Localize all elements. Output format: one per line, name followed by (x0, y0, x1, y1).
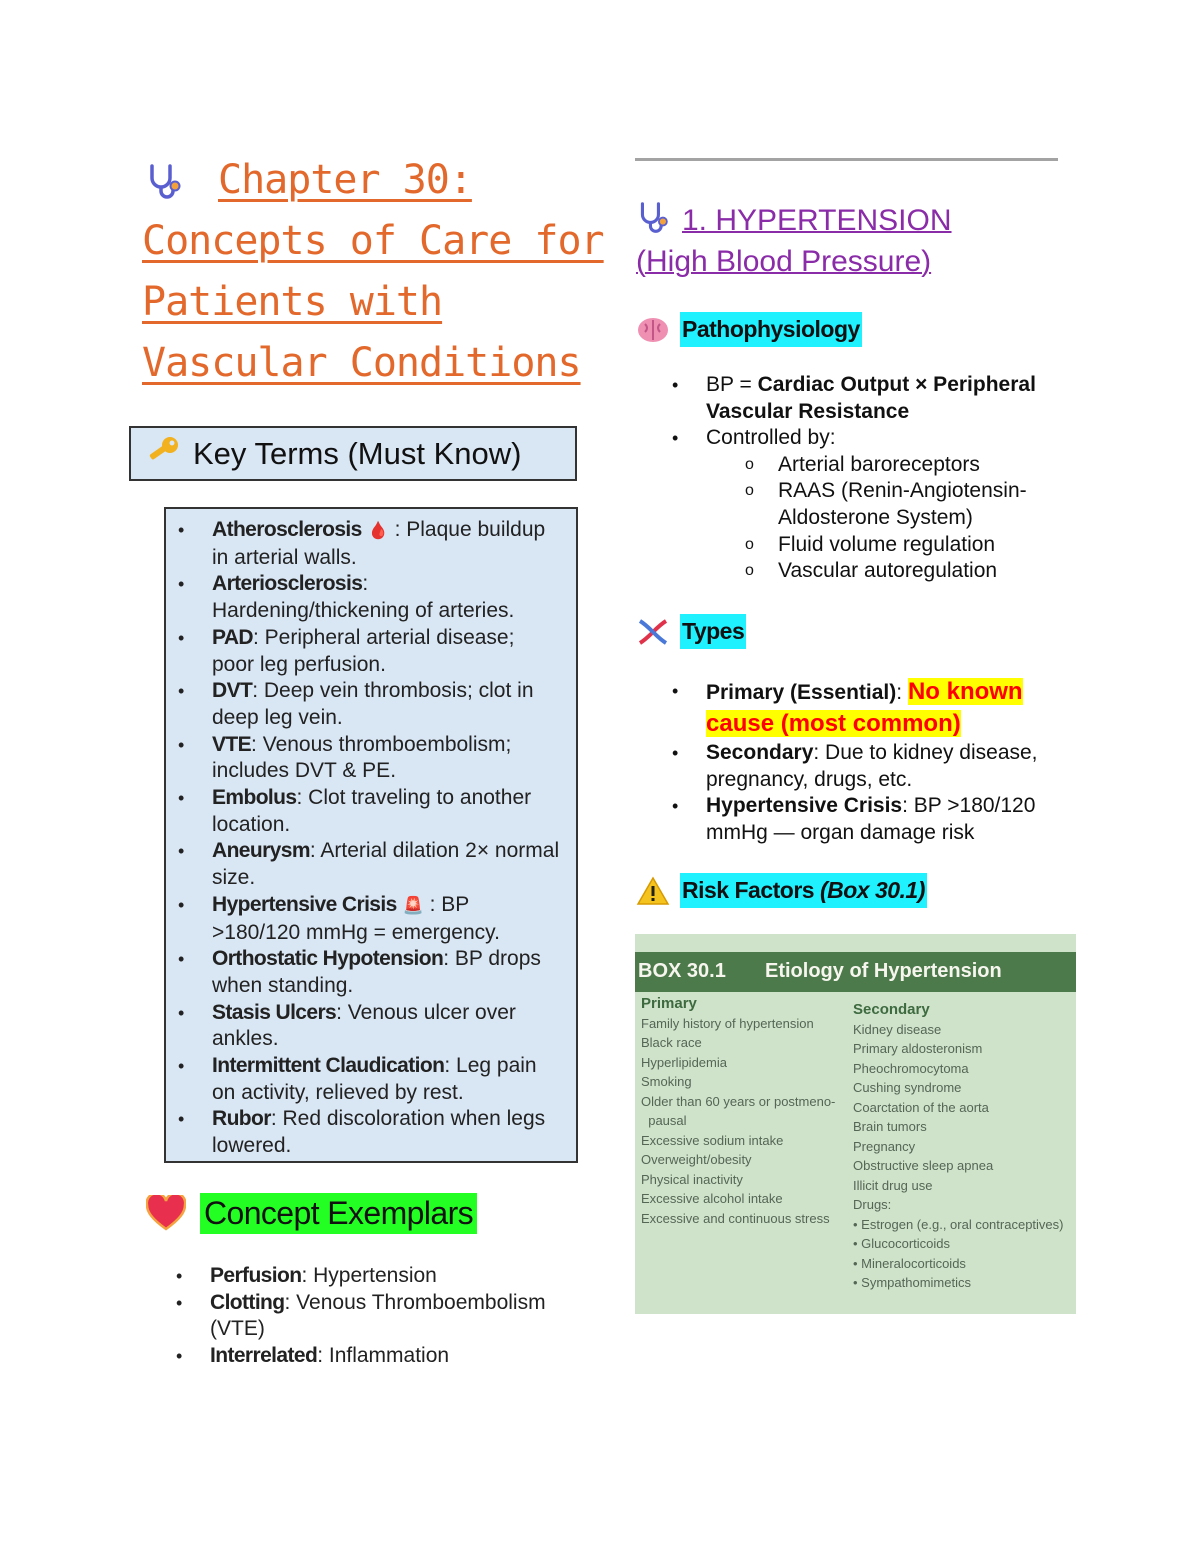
concept-exemplars-title: Concept Exemplars (200, 1193, 477, 1234)
concept-exemplars-list (164, 1263, 584, 1370)
box-primary-item: Older than 60 years or postmeno- (641, 1093, 836, 1109)
key-icon (145, 435, 181, 473)
title-line-3: Patients with (142, 279, 443, 325)
key-term-item: • Aneurysm: Arterial dilation 2× normal size. (212, 838, 562, 891)
box-secondary-item: Pheochromocytoma (853, 1060, 969, 1076)
key-terms-box (164, 507, 578, 1163)
box-secondary-item: • Estrogen (e.g., oral contraceptives) (853, 1216, 1064, 1232)
key-term-item: • Arteriosclerosis: Hardening/thickening of arteries. (212, 571, 562, 624)
key-term-item: • Embolus: Clot traveling to another location. (212, 785, 562, 838)
box-30-1-image (635, 934, 1076, 1314)
control-item: o Fluid volume regulation (778, 532, 1066, 559)
hypertension-heading (636, 200, 1056, 282)
title-line-4: Vascular Conditions (142, 340, 581, 386)
stethoscope-icon (146, 164, 184, 200)
box-secondary-item: Drugs: (853, 1197, 892, 1212)
key-terms-title: Key Terms (Must Know) (193, 435, 522, 471)
key-terms-header (129, 426, 577, 481)
box-primary-item: Smoking (641, 1074, 692, 1089)
exemplar-item: • Interrelated: Inflammation (210, 1343, 560, 1370)
key-term-item: • VTE: Venous thromboembolism; includes DVT & PE. (212, 732, 562, 785)
key-term-item: • Atherosclerosis 🩸 : Plaque buildup in arterial walls. (212, 517, 562, 571)
types-header (636, 614, 746, 649)
box-secondary-item: • Sympathomimetics (853, 1275, 971, 1290)
risk-factors-title: Risk Factors (682, 877, 815, 903)
types-title: Types (680, 614, 746, 649)
title-line-1: Chapter 30: (218, 157, 472, 203)
box-primary-item: Excessive and continuous stress (641, 1210, 830, 1226)
box-primary-item: Family history of hypertension (641, 1015, 814, 1031)
box-secondary-column (853, 1000, 1075, 1293)
box-primary-item: Black race (641, 1035, 702, 1050)
risk-factors-ref: (Box 30.1) (819, 877, 925, 903)
key-term-item: • Rubor: Red discoloration when legs lowered. (212, 1106, 562, 1159)
list-item: • Controlled by: o Arterial baroreceptors o RAAS (Renin-Angiotensin-Aldosterone System) o Fluid volume regulation o Vascular autoregulation (706, 425, 1066, 585)
pathophysiology-list (636, 372, 1066, 585)
key-term-item: • Stasis Ulcers: Venous ulcer over ankles. (212, 1000, 562, 1053)
box-title: Etiology of Hypertension (765, 960, 1002, 982)
list-item: • BP = Cardiac Output × Peripheral Vascular Resistance (706, 372, 1066, 425)
box-primary-header: Primary (641, 995, 697, 1012)
box-primary-item: Excessive sodium intake (641, 1132, 784, 1148)
box-primary-item: pausal (641, 1113, 687, 1128)
hypertension-heading-line1: 1. HYPERTENSION (682, 204, 952, 237)
box-secondary-item: Cushing syndrome (853, 1080, 962, 1095)
key-term-item: • Intermittent Claudication: Leg pain on activity, relieved by rest. (212, 1053, 562, 1106)
box-secondary-header: Secondary (853, 1001, 930, 1018)
stethoscope-icon (636, 202, 672, 234)
heart-icon (146, 1195, 186, 1231)
key-term-item: • Orthostatic Hypotension: BP drops when standing. (212, 946, 562, 999)
types-list (636, 676, 1066, 846)
chapter-title (142, 150, 604, 394)
term-emoji: 🚨 (402, 895, 424, 915)
exemplar-item: • Perfusion: Hypertension (210, 1263, 560, 1290)
box-secondary-item: Coarctation of the aorta (853, 1099, 989, 1115)
list-item: • Primary (Essential): No known cause (most common) (706, 676, 1066, 740)
list-item: • Hypertensive Crisis: BP >180/120 mmHg — organ damage risk (706, 793, 1066, 846)
control-item: o RAAS (Renin-Angiotensin-Aldosterone System) (778, 478, 1066, 531)
box-secondary-item: Kidney disease (853, 1021, 942, 1037)
box-primary-item: Hyperlipidemia (641, 1054, 727, 1070)
control-item: o Arterial baroreceptors (778, 452, 1066, 479)
box-primary-item: Excessive alcohol intake (641, 1191, 783, 1206)
box-label: BOX 30.1 (638, 960, 726, 982)
list-item: • Secondary: Due to kidney disease, pregnancy, drugs, etc. (706, 740, 1066, 793)
horizontal-rule (635, 158, 1058, 161)
warning-icon (636, 876, 670, 906)
control-item: o Vascular autoregulation (778, 558, 1066, 585)
box-secondary-item: Obstructive sleep apnea (853, 1158, 994, 1173)
key-term-item: • PAD: Peripheral arterial disease; poor leg perfusion. (212, 625, 562, 678)
box-primary-item: Overweight/obesity (641, 1152, 752, 1167)
key-terms-list (166, 517, 562, 1160)
term-emoji: 🩸 (367, 521, 389, 540)
box-secondary-item: • Mineralocorticoids (853, 1255, 966, 1271)
key-term-item: • Hypertensive Crisis 🚨 : BP >180/120 mmHg = emergency. (212, 892, 562, 946)
hypertension-heading-line2: (High Blood Pressure) (636, 245, 932, 278)
box-secondary-item: Pregnancy (853, 1138, 916, 1154)
box-secondary-item: Primary aldosteronism (853, 1041, 983, 1056)
box-primary-item: Physical inactivity (641, 1171, 743, 1187)
brain-icon (636, 315, 670, 345)
pathophysiology-header (636, 312, 862, 347)
box-primary-column (641, 994, 851, 1228)
box-secondary-item: • Glucocorticoids (853, 1236, 951, 1251)
key-term-item: • DVT: Deep vein thrombosis; clot in deep leg vein. (212, 678, 562, 731)
box-secondary-item: Illicit drug use (853, 1177, 933, 1193)
title-line-2: Concepts of Care for (142, 218, 604, 264)
exemplar-item: • Clotting: Venous Thromboembolism (VTE) (210, 1290, 560, 1343)
pathophysiology-title: Pathophysiology (680, 312, 862, 347)
dna-icon (636, 615, 670, 649)
box-secondary-item: Brain tumors (853, 1119, 927, 1134)
concept-exemplars-header (146, 1188, 477, 1238)
risk-factors-header (636, 873, 927, 908)
